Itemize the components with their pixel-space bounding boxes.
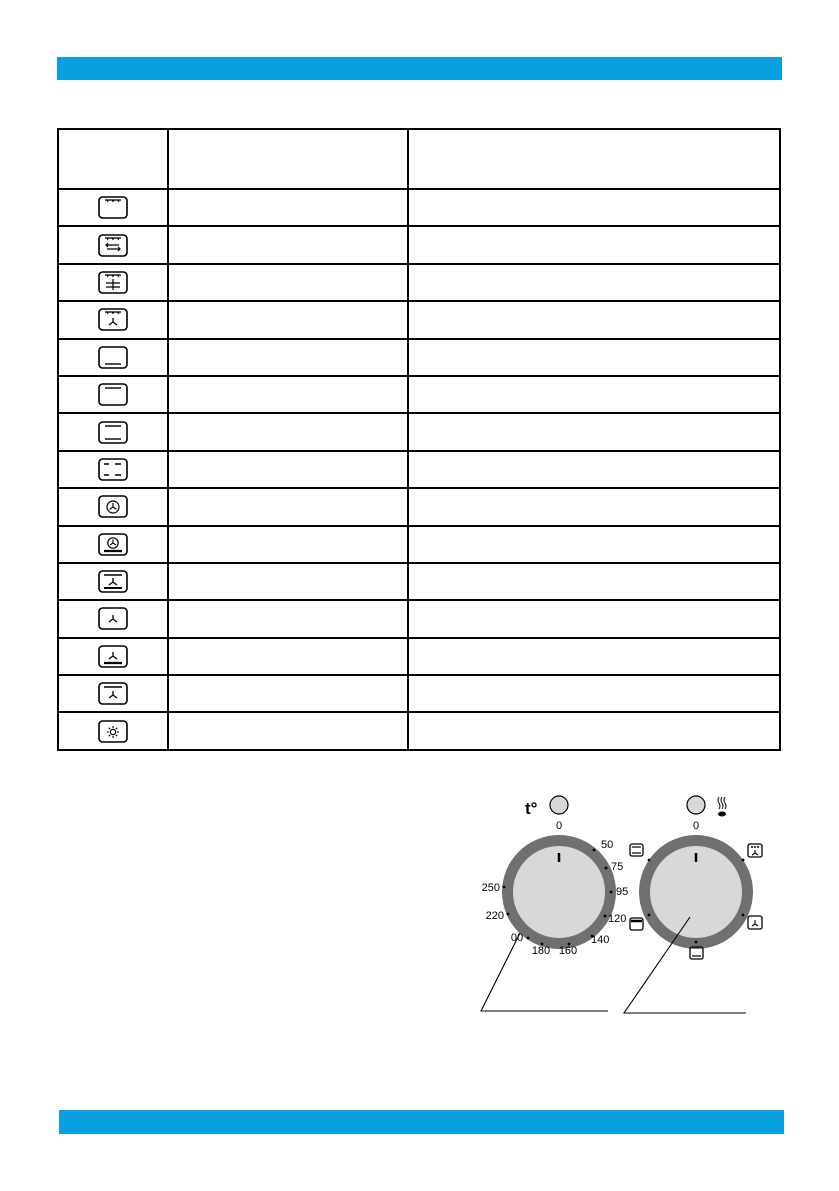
table-header-row <box>58 129 780 189</box>
symbol-cell <box>58 600 168 637</box>
table-row <box>58 339 780 376</box>
selector-knob[interactable] <box>639 835 753 949</box>
oven-functions-table <box>57 128 781 751</box>
fan-icon <box>98 495 128 518</box>
selector-symbol-top-heat-icon <box>630 918 643 930</box>
scale-label: 180 <box>531 945 551 957</box>
symbol-cell <box>58 376 168 413</box>
scale-label: 160 <box>558 945 578 957</box>
scale-label: 75 <box>611 861 624 873</box>
selector-symbol-top-bottom-icon <box>630 844 643 856</box>
scale-dot <box>503 886 506 889</box>
function-cell <box>168 413 408 450</box>
top-heat-icon <box>98 196 128 219</box>
symbol-cell <box>58 675 168 712</box>
description-cell <box>408 301 780 338</box>
selector-indicator-lamp <box>687 796 705 814</box>
description-cell <box>408 563 780 600</box>
scale-label: 250 <box>481 882 500 894</box>
top-heat-fan-icon <box>98 234 128 257</box>
symbol-cell <box>58 339 168 376</box>
fan-bottom-heat-icon <box>98 533 128 556</box>
selector-symbol-grill-turbo-icon <box>748 844 762 857</box>
bottom-heat-icon <box>98 346 128 369</box>
turbo-top-bottom-icon <box>98 570 128 593</box>
function-cell <box>168 264 408 301</box>
description-cell <box>408 712 780 749</box>
table-row <box>58 301 780 338</box>
function-cell <box>168 189 408 226</box>
description-cell <box>408 638 780 675</box>
grill-fan-icon <box>98 271 128 294</box>
symbol-cell <box>58 451 168 488</box>
control-panel-drawing <box>470 790 770 1020</box>
table-row <box>58 675 780 712</box>
symbol-cell <box>58 189 168 226</box>
description-cell <box>408 413 780 450</box>
header-band <box>57 57 782 80</box>
footer-band <box>59 1110 784 1134</box>
scale-dot <box>593 849 596 852</box>
header-description <box>408 129 780 189</box>
description-cell <box>408 488 780 525</box>
scale-dot <box>605 867 608 870</box>
function-cell <box>168 712 408 749</box>
function-cell <box>168 600 408 637</box>
thermostat-zero: 0 <box>555 820 563 832</box>
thermostat-label: t° <box>525 799 538 818</box>
scale-dot <box>527 937 530 940</box>
table-row <box>58 451 780 488</box>
header-symbol <box>58 129 168 189</box>
heat-waves-icon <box>718 797 726 817</box>
description-cell <box>408 339 780 376</box>
table-row <box>58 638 780 675</box>
function-cell <box>168 638 408 675</box>
description-cell <box>408 189 780 226</box>
header-function <box>168 129 408 189</box>
function-cell <box>168 226 408 263</box>
symbol-cell <box>58 264 168 301</box>
scale-label: 95 <box>616 886 629 898</box>
description-cell <box>408 451 780 488</box>
scale-label: 50 <box>601 839 614 851</box>
table-row <box>58 226 780 263</box>
top-bottom-heat-icon <box>98 421 128 444</box>
function-cell <box>168 526 408 563</box>
grill-turbo-icon <box>98 308 128 331</box>
control-panel <box>470 790 770 1020</box>
description-cell <box>408 264 780 301</box>
table-row <box>58 413 780 450</box>
function-cell <box>168 376 408 413</box>
symbol-cell <box>58 226 168 263</box>
scale-dot <box>604 915 607 918</box>
description-cell <box>408 226 780 263</box>
table-row <box>58 526 780 563</box>
scale-label: 220 <box>485 910 504 922</box>
scale-label: 00 <box>510 932 524 944</box>
function-cell <box>168 488 408 525</box>
symbol-cell <box>58 413 168 450</box>
symbol-cell <box>58 563 168 600</box>
table-row <box>58 488 780 525</box>
function-cell <box>168 563 408 600</box>
scale-label: 140 <box>591 934 610 946</box>
selector-symbol-turbo-icon <box>748 916 762 929</box>
symbol-cell <box>58 712 168 749</box>
description-cell <box>408 675 780 712</box>
scale-label: 120 <box>608 913 627 925</box>
function-cell <box>168 301 408 338</box>
turbo-icon <box>98 607 128 630</box>
thermostat-indicator-lamp <box>550 796 568 814</box>
table-row <box>58 189 780 226</box>
symbol-cell <box>58 526 168 563</box>
top-element-icon <box>98 383 128 406</box>
function-cell <box>168 675 408 712</box>
symbol-cell <box>58 488 168 525</box>
turbo-top-icon <box>98 682 128 705</box>
description-cell <box>408 376 780 413</box>
selector-zero: 0 <box>692 820 700 832</box>
table-row <box>58 563 780 600</box>
function-cell <box>168 451 408 488</box>
table-row <box>58 376 780 413</box>
symbol-cell <box>58 638 168 675</box>
function-cell <box>168 339 408 376</box>
oven-light-icon <box>98 720 128 743</box>
table-row <box>58 712 780 749</box>
table-row <box>58 600 780 637</box>
table-row <box>58 264 780 301</box>
description-cell <box>408 526 780 563</box>
turbo-bottom-icon <box>98 645 128 668</box>
eco-heat-icon <box>98 458 128 481</box>
scale-dot <box>610 891 613 894</box>
scale-dot <box>507 913 510 916</box>
description-cell <box>408 600 780 637</box>
symbol-cell <box>58 301 168 338</box>
